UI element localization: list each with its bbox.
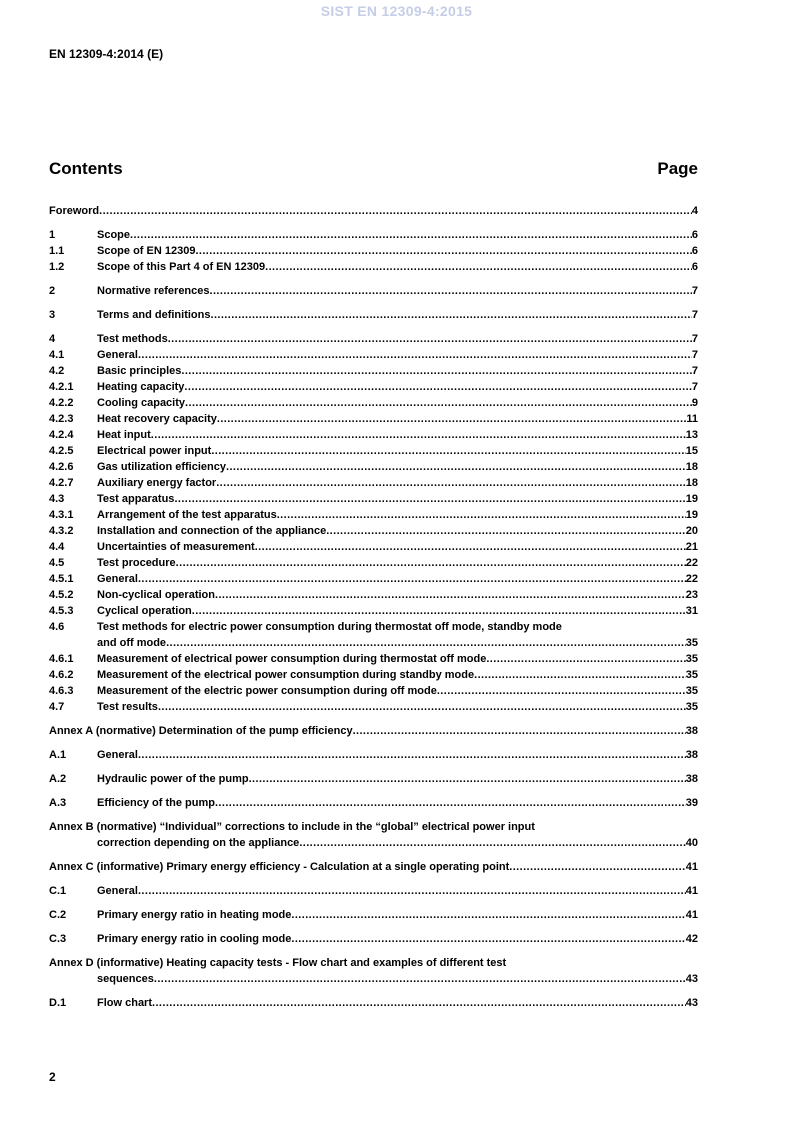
- toc-entry-page: 31: [685, 605, 698, 617]
- toc-entry[interactable]: [49, 795, 698, 811]
- dot-leader: [181, 363, 692, 379]
- dot-leader: [215, 587, 686, 603]
- toc-entry-page: 22: [685, 557, 698, 569]
- toc-entry-page: 43: [685, 973, 698, 985]
- toc-entry[interactable]: [49, 619, 698, 651]
- toc-entry-number: 3: [49, 309, 56, 321]
- toc-entry-page: 19: [685, 493, 698, 505]
- dot-leader: [216, 475, 686, 491]
- toc-entry[interactable]: [49, 491, 698, 507]
- toc-entry[interactable]: [49, 395, 698, 411]
- dot-leader: [210, 283, 692, 299]
- toc-entry-page: 11: [686, 413, 698, 425]
- toc-entry-page: 35: [685, 637, 698, 649]
- toc-entry-title: Annex B (normative) “Individual” corrections to include in the “global” electrical power input: [49, 821, 535, 833]
- toc-entry[interactable]: [49, 603, 698, 619]
- watermark: SIST EN 12309-4:2015: [320, 3, 473, 19]
- dot-leader: [154, 971, 686, 987]
- toc-entry-page: 39: [685, 797, 698, 809]
- toc-entry-title: Arrangement of the test apparatus: [97, 509, 277, 521]
- toc-entry-title: Hydraulic power of the pump: [97, 773, 249, 785]
- toc-entry-title-continued: correction depending on the appliance: [97, 837, 300, 849]
- toc-entry-number: 4.3.1: [49, 509, 74, 521]
- contents-heading-row: [49, 159, 698, 179]
- toc-entry-title: General: [97, 749, 138, 761]
- toc-entry-number: 4.6.1: [49, 653, 74, 665]
- dot-leader: [291, 931, 685, 947]
- toc-entry-number: C.3: [49, 933, 67, 945]
- dot-leader: [509, 859, 685, 875]
- toc-entry[interactable]: [49, 667, 698, 683]
- toc-entry-title-continued: and off mode: [97, 637, 167, 649]
- document-id: EN 12309-4:2014 (E): [49, 47, 164, 61]
- toc-entry-number: 4.5.2: [49, 589, 74, 601]
- toc-entry-title: Scope of this Part 4 of EN 12309: [97, 261, 266, 273]
- toc-entry[interactable]: [49, 307, 698, 323]
- toc-entry-number: 4.5: [49, 557, 65, 569]
- dot-leader: [265, 259, 692, 275]
- toc-entry-number: 1.1: [49, 245, 65, 257]
- toc-entry-title: Foreword: [49, 205, 100, 217]
- toc-entry-number: 4.6.3: [49, 685, 74, 697]
- toc-entry-page: 6: [691, 229, 698, 241]
- toc-entry-page: 38: [685, 725, 698, 737]
- toc-entry-page: 41: [685, 909, 698, 921]
- dot-leader: [99, 203, 692, 219]
- toc-entry-title: Annex D (informative) Heating capacity tests - Flow chart and examples of different test: [49, 957, 507, 969]
- toc-entry[interactable]: [49, 379, 698, 395]
- toc-entry-number: A.1: [49, 749, 67, 761]
- dot-leader: [291, 907, 685, 923]
- toc-entry-number: 4.6: [49, 621, 65, 633]
- dot-leader: [152, 995, 686, 1011]
- toc-entry-title: Heat recovery capacity: [97, 413, 217, 425]
- toc-entry[interactable]: [49, 243, 698, 259]
- toc-entry-page: 18: [685, 461, 698, 473]
- toc-entry[interactable]: [49, 699, 698, 715]
- dot-leader: [192, 603, 686, 619]
- page-column-heading: Page: [657, 159, 698, 178]
- toc-entry-title: Efficiency of the pump: [97, 797, 215, 809]
- toc-entry-number: A.3: [49, 797, 67, 809]
- toc-entry-page: 35: [685, 653, 698, 665]
- toc-entry-number: 2: [49, 285, 56, 297]
- dot-leader: [326, 523, 686, 539]
- toc-entry-title: General: [97, 573, 138, 585]
- dot-leader: [299, 835, 685, 851]
- toc-entry-page: 35: [685, 669, 698, 681]
- dot-leader: [210, 307, 691, 323]
- toc-entry-title: Test results: [97, 701, 158, 713]
- dot-leader: [185, 395, 692, 411]
- toc-entry-title: Scope of EN 12309: [97, 245, 196, 257]
- toc-entry[interactable]: [49, 931, 698, 947]
- dot-leader: [168, 331, 692, 347]
- toc-entry-title: Annex A (normative) Determination of the pump efficiency: [49, 725, 353, 737]
- toc-entry[interactable]: [49, 475, 698, 491]
- toc-entry[interactable]: [49, 443, 698, 459]
- toc-entry-title: Primary energy ratio in cooling mode: [97, 933, 292, 945]
- toc-entry-title-continued: sequences: [97, 973, 154, 985]
- toc-entry-number: 4.5.1: [49, 573, 74, 585]
- toc-entry[interactable]: [49, 995, 698, 1011]
- toc-entry[interactable]: [49, 259, 698, 275]
- toc-entry[interactable]: [49, 283, 698, 299]
- toc-entry[interactable]: [49, 819, 698, 851]
- toc-entry-page: 9: [691, 397, 698, 409]
- toc-entry-number: 4.2.3: [49, 413, 74, 425]
- toc-entry-title: Test methods for electric power consumption during thermostat off mode, standby mode: [97, 621, 562, 633]
- toc-entry-title: Non-cyclical operation: [97, 589, 215, 601]
- toc-entry-page: 38: [685, 773, 698, 785]
- toc-entry[interactable]: [49, 771, 698, 787]
- toc-entry-page: 15: [685, 445, 698, 457]
- dot-leader: [138, 747, 686, 763]
- toc-entry-number: 4.1: [49, 349, 65, 361]
- dot-leader: [353, 723, 686, 739]
- toc-entry-title: Electrical power input: [97, 445, 212, 457]
- toc-entry[interactable]: [49, 227, 698, 243]
- toc-entry-title: Gas utilization efficiency: [97, 461, 226, 473]
- toc-entry-page: 41: [685, 861, 698, 873]
- toc-entry-number: A.2: [49, 773, 67, 785]
- dot-leader: [151, 427, 686, 443]
- dot-leader: [138, 347, 692, 363]
- toc-entry-title: Heating capacity: [97, 381, 185, 393]
- toc-entry-title: Installation and connection of the appliance: [97, 525, 327, 537]
- toc-entry[interactable]: [49, 683, 698, 699]
- toc-entry[interactable]: [49, 347, 698, 363]
- toc-entry-number: C.1: [49, 885, 67, 897]
- toc-entry-title: Test methods: [97, 333, 168, 345]
- toc-entry-page: 40: [685, 837, 698, 849]
- toc-entry-title: Scope: [97, 229, 131, 241]
- dot-leader: [138, 571, 686, 587]
- toc-entry-title: Basic principles: [97, 365, 182, 377]
- toc-entry-number: C.2: [49, 909, 67, 921]
- toc-entry-number: 4.2.1: [49, 381, 74, 393]
- dot-leader: [184, 379, 691, 395]
- toc-entry-page: 7: [691, 349, 698, 361]
- toc-entry[interactable]: [49, 907, 698, 923]
- toc-entry-page: 35: [685, 701, 698, 713]
- dot-leader: [158, 699, 686, 715]
- toc-entry-number: 1: [49, 229, 56, 241]
- toc-entry-title: Uncertainties of measurement: [97, 541, 255, 553]
- toc-entry-page: 7: [691, 309, 698, 321]
- dot-leader: [176, 555, 686, 571]
- toc-entry-page: 35: [685, 685, 698, 697]
- toc-entry-page: 20: [685, 525, 698, 537]
- dot-leader: [249, 771, 686, 787]
- toc-entry-title: General: [97, 349, 138, 361]
- toc-entry-number: 4.2.5: [49, 445, 74, 457]
- toc-entry[interactable]: [49, 859, 698, 875]
- toc-entry-title: Auxiliary energy factor: [97, 477, 217, 489]
- dot-leader: [211, 443, 685, 459]
- toc-entry[interactable]: [49, 411, 698, 427]
- toc-entry-page: 18: [685, 477, 698, 489]
- dot-leader: [486, 651, 685, 667]
- toc-entry-number: 4.3.2: [49, 525, 74, 537]
- toc-entry-number: 4.3: [49, 493, 65, 505]
- toc-entry-page: 22: [685, 573, 698, 585]
- toc-entry-number: 4.7: [49, 701, 65, 713]
- dot-leader: [174, 491, 685, 507]
- toc-entry-number: 4.4: [49, 541, 65, 553]
- toc-entry[interactable]: [49, 955, 698, 987]
- toc-entry-page: 23: [685, 589, 698, 601]
- dot-leader: [195, 243, 691, 259]
- contents-title: Contents: [49, 159, 123, 178]
- toc-entry-number: 1.2: [49, 261, 65, 273]
- toc-entry-page: 7: [691, 381, 698, 393]
- dot-leader: [217, 411, 687, 427]
- toc-entry-title: Primary energy ratio in heating mode: [97, 909, 292, 921]
- toc-entry[interactable]: [49, 747, 698, 763]
- toc-entry[interactable]: [49, 555, 698, 571]
- toc-entry-title: Test procedure: [97, 557, 176, 569]
- toc-entry-page: 7: [691, 365, 698, 377]
- toc-entry-page: 6: [691, 245, 698, 257]
- toc-entry-number: 4: [49, 333, 56, 345]
- toc-entry-title: Measurement of the electrical power consumption during standby mode: [97, 669, 475, 681]
- toc-entry-title: General: [97, 885, 138, 897]
- toc-entry-page: 7: [691, 285, 698, 297]
- toc-entry-number: 4.5.3: [49, 605, 74, 617]
- toc-entry-page: 38: [685, 749, 698, 761]
- toc-entry-page: 41: [685, 885, 698, 897]
- toc-entry[interactable]: [49, 363, 698, 379]
- toc-entry[interactable]: [49, 523, 698, 539]
- dot-leader: [215, 795, 686, 811]
- toc-entry-page: 4: [691, 205, 698, 217]
- toc-entry-number: 4.6.2: [49, 669, 74, 681]
- toc-entry-number: D.1: [49, 997, 67, 1009]
- toc-entry[interactable]: [49, 203, 698, 219]
- toc-entry-number: 4.2.7: [49, 477, 74, 489]
- toc-entry-page: 19: [685, 509, 698, 521]
- toc-entry-title: Annex C (informative) Primary energy efficiency - Calculation at a single operating point: [49, 861, 510, 873]
- toc-entry[interactable]: [49, 571, 698, 587]
- toc-entry-number: 4.2.2: [49, 397, 74, 409]
- dot-leader: [437, 683, 686, 699]
- toc-entry[interactable]: [49, 331, 698, 347]
- toc-entry[interactable]: [49, 587, 698, 603]
- dot-leader: [138, 883, 686, 899]
- toc-entry[interactable]: [49, 883, 698, 899]
- toc-entry-page: 43: [685, 997, 698, 1009]
- page-number: 2: [49, 1070, 56, 1084]
- toc-entry-title: Cyclical operation: [97, 605, 192, 617]
- toc-entry-page: 42: [685, 933, 698, 945]
- toc-entry-page: 13: [685, 429, 698, 441]
- toc-entry-title: Measurement of the electric power consumption during off mode: [97, 685, 437, 697]
- table-of-contents: [49, 203, 698, 1011]
- toc-entry-number: 4.2.6: [49, 461, 74, 473]
- dot-leader: [166, 635, 686, 651]
- dot-leader: [277, 507, 686, 523]
- toc-entry-page: 21: [685, 541, 698, 553]
- toc-entry[interactable]: [49, 723, 698, 739]
- toc-entry-number: 4.2.4: [49, 429, 74, 441]
- toc-entry-page: 6: [691, 261, 698, 273]
- toc-entry-title: Flow chart: [97, 997, 153, 1009]
- dot-leader: [474, 667, 686, 683]
- dot-leader: [130, 227, 692, 243]
- toc-entry[interactable]: [49, 507, 698, 523]
- toc-entry-title: Test apparatus: [97, 493, 175, 505]
- toc-entry[interactable]: [49, 459, 698, 475]
- dot-leader: [255, 539, 686, 555]
- toc-entry-title: Heat input: [97, 429, 151, 441]
- toc-entry-number: 4.2: [49, 365, 65, 377]
- toc-entry-title: Cooling capacity: [97, 397, 186, 409]
- toc-entry[interactable]: [49, 427, 698, 443]
- toc-entry-title: Terms and definitions: [97, 309, 211, 321]
- toc-entry[interactable]: [49, 651, 698, 667]
- toc-entry-page: 7: [691, 333, 698, 345]
- toc-entry[interactable]: [49, 539, 698, 555]
- toc-entry-title: Normative references: [97, 285, 210, 297]
- dot-leader: [226, 459, 686, 475]
- toc-entry-title: Measurement of electrical power consumption during thermostat off mode: [97, 653, 487, 665]
